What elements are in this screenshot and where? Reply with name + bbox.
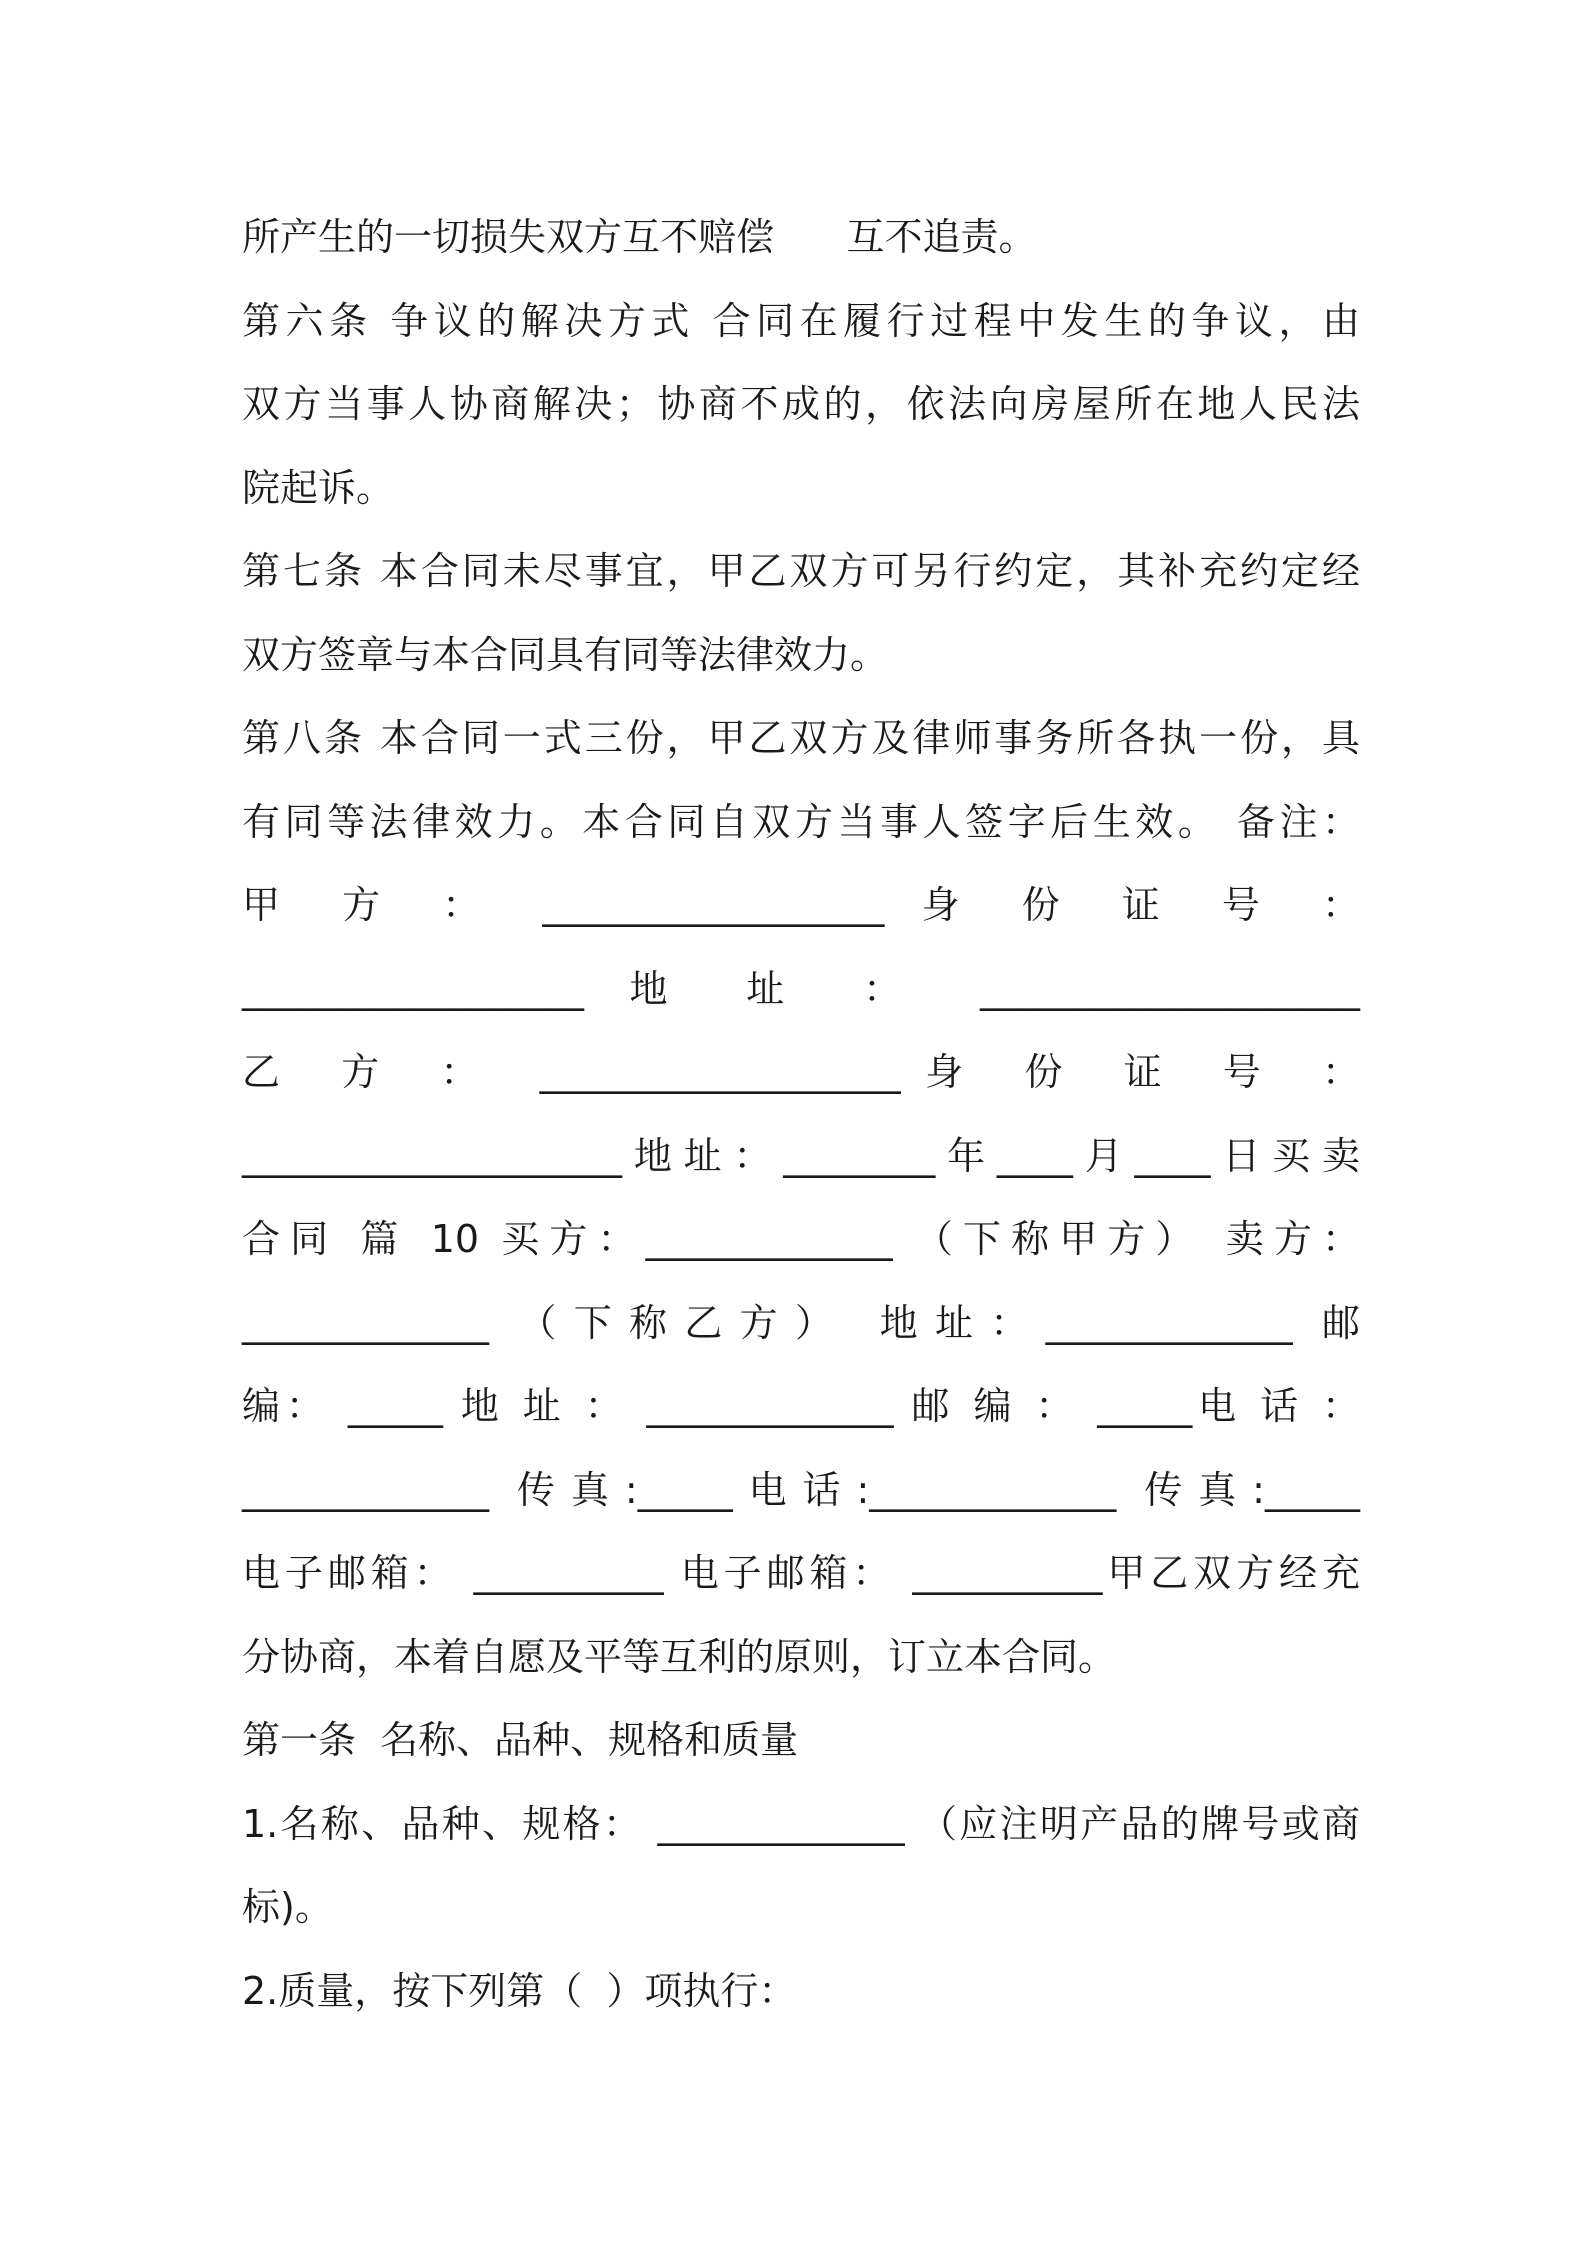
text-line: 第八条 本合同一式三份，甲乙双方及律师事务所各执一份，具 <box>242 716 1360 760</box>
text-line: 双方签章与本合同具有同等法律效力。 <box>242 632 889 677</box>
text-line: 编： _____ 地 址 ： _____________ 邮 编 ： _____电 话 ： <box>242 1384 1360 1428</box>
text-line: 所产生的一切损失双方互不赔偿 互不追责。 <box>242 215 1037 259</box>
text-line: 1.名称、品种、规格： _____________ （应注明产品的牌号或商 <box>242 1801 1360 1846</box>
text-line: _____________ 传真:_____电话:_____________ 传真:_____ <box>242 1467 1360 1512</box>
text-line: 标)。 <box>242 1885 333 1929</box>
text-line: 第一条 名称、品种、规格和质量 <box>242 1718 799 1762</box>
text-line: 第六条 争议的解决方式 合同在履行过程中发生的争议，由 <box>242 298 1360 343</box>
text-line: 合同 篇 10 买方：_____________ （下称甲方） 卖方： <box>242 1217 1360 1261</box>
text-line: 乙 方 ： ___________________身 份 证 号 ： <box>242 1050 1360 1094</box>
text-line: 双方当事人协商解决；协商不成的，依法向房屋所在地人民法 <box>242 382 1360 426</box>
text-line: 甲 方 ： __________________ 身 份 证 号 ： <box>242 883 1360 927</box>
text-line: __________________ 地 址 ： ____________________ <box>242 966 1360 1011</box>
text-line: 第七条 本合同未尽事宜，甲乙双方可另行约定，其补充约定经 <box>242 549 1360 593</box>
text-line: 有同等法律效力。本合同自双方当事人签字后生效。 备注： <box>242 799 1360 844</box>
text-line: 院起诉。 <box>242 465 395 510</box>
text-line: ____________________地址：________年____月____日买卖 <box>242 1133 1360 1178</box>
contract-text-body <box>242 196 1360 2033</box>
text-line: 分协商，本着自愿及平等互利的原则，订立本合同。 <box>242 1634 1117 1679</box>
text-line: 2.质量，按下列第（ ）项执行： <box>242 1968 797 2013</box>
text-line: _____________ （下称乙方） 地址：_____________ 邮 <box>242 1300 1360 1345</box>
text-line: 电子邮箱： __________ 电子邮箱： __________甲乙双方经充 <box>242 1551 1360 1595</box>
